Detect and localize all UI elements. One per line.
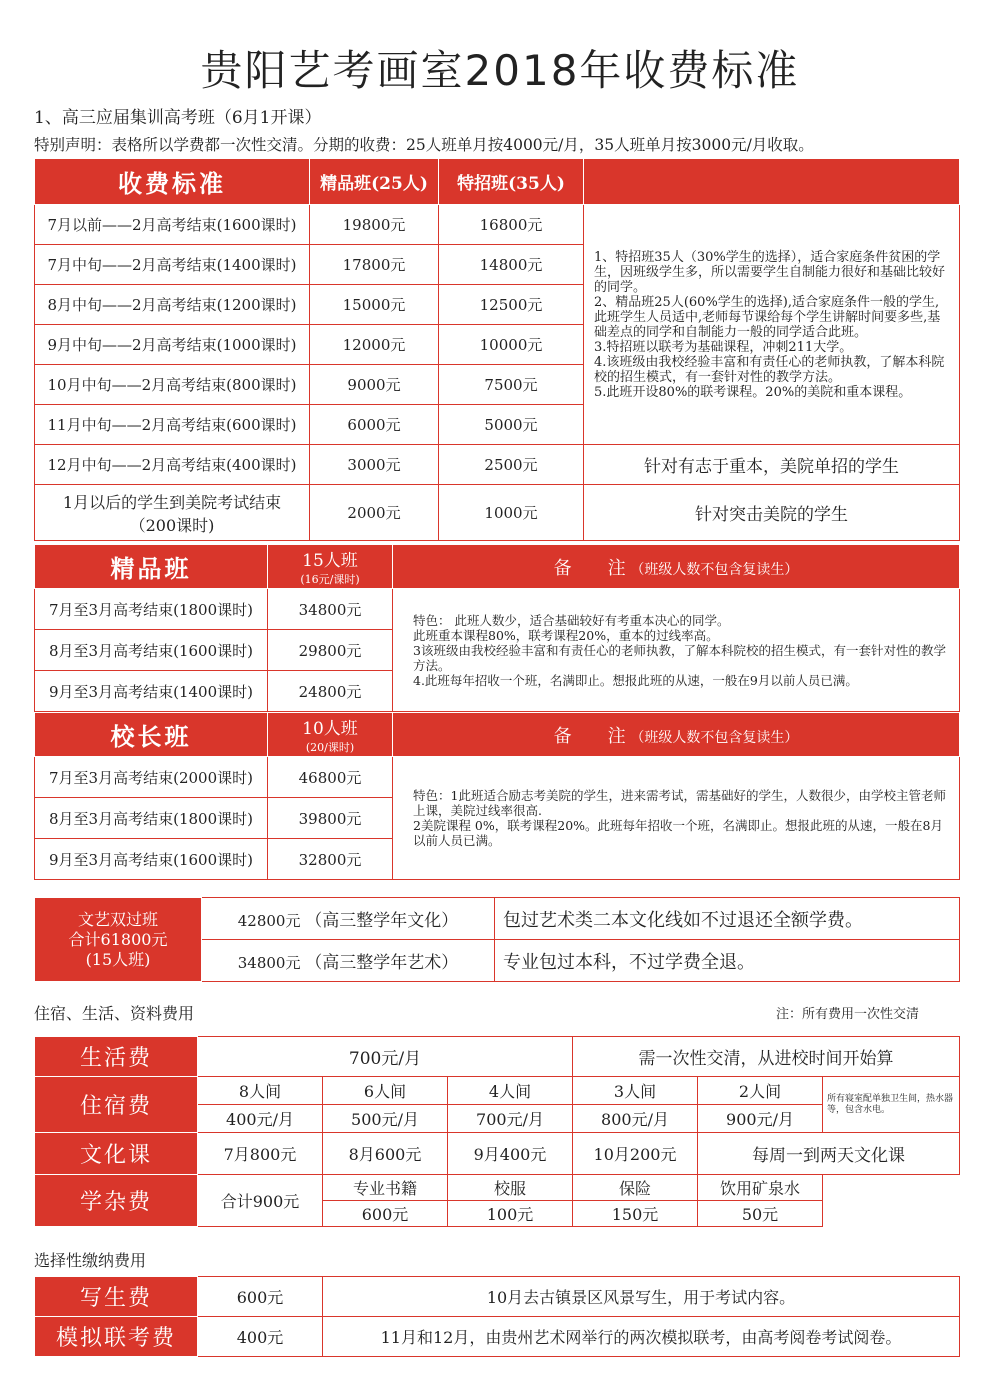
note-key-uni: 针对有志于重本，美院单招的学生 bbox=[584, 445, 960, 485]
dual-class-name: 文艺双过班 bbox=[77, 909, 158, 929]
remarks-label: 备 注 bbox=[553, 557, 626, 579]
row-period: 11月中旬——2月高考结束(600课时) bbox=[35, 405, 310, 445]
culture-price: 10月200元 bbox=[573, 1133, 698, 1175]
header-premium-class: 精品班 bbox=[35, 545, 268, 589]
row-price: 46800元 bbox=[268, 757, 393, 798]
section-title-2: 住宿、生活、资料费用 bbox=[34, 1004, 195, 1023]
mock-exam-price: 400元 bbox=[198, 1317, 323, 1357]
premium-note: 特色： 此班人数少，适合基础较好有考重本决心的同学。 此班重本课程80%，联考课程20%，重本的过线率高。 3该班级由我校经验丰富和有责任心的老师执教，了解本科院校的招生模式，有一套针对性的教学方法。 4.此班每年招收一个班，名满即止。想报此班的从速，一般在9月以前人员已满。 bbox=[393, 589, 960, 712]
row-special-price: 14800元 bbox=[439, 245, 584, 285]
row-special-price: 10000元 bbox=[439, 325, 584, 365]
row-price: 24800元 bbox=[268, 671, 393, 712]
row-special-price: 1000元 bbox=[439, 485, 584, 541]
misc-item: 饮用矿泉水 bbox=[698, 1175, 823, 1201]
room-type: 8人间 bbox=[198, 1077, 323, 1105]
special-notice: 特别声明：表格所以学费都一次性交清。分期的收费：25人班单月按4000元/月，35人班单月按3000元/月收取。 bbox=[34, 136, 814, 154]
header-size bbox=[268, 713, 393, 757]
sketch-price: 600元 bbox=[198, 1277, 323, 1317]
section-title-1: 1、高三应届集训高考班（6月1开课） bbox=[34, 108, 322, 128]
row-price: 29800元 bbox=[268, 630, 393, 671]
misc-price: 600元 bbox=[323, 1201, 448, 1227]
remarks-note: （班级人数不包含复读生） bbox=[630, 561, 799, 578]
culture-price: 9月400元 bbox=[448, 1133, 573, 1175]
row-premium-price: 17800元 bbox=[310, 245, 439, 285]
fee-table-principal bbox=[34, 712, 960, 880]
row-period: 8月至3月高考结束(1600课时) bbox=[35, 630, 268, 671]
main-note: 1、特招班35人（30%学生的选择），适合家庭条件贫困的学生，因班级学生多，所以需要学生自制能力很好和基础比较好的同学。 2、精品班25人(60%学生的选择),适合家庭条件一般的学生,此班学生人员适中,老师每节课给每个学生讲解时间要多些,基础差点的同学和自制能力一般的同学适合此班。 3.特招班以联考为基础课程，冲刺211大学。 4.该班级由我校经验丰富和有责任心的老师执教，了解本科院校的招生模式，有一套针对性的教学方法。 5.此班开设80%的联考课程。20%的美院和重本课程。 bbox=[584, 205, 960, 445]
room-type: 3人间 bbox=[573, 1077, 698, 1105]
row-premium-price: 6000元 bbox=[310, 405, 439, 445]
mock-exam-note: 11月和12月，由贵州艺术网举行的两次模拟联考，由高考阅卷考试阅卷。 bbox=[323, 1317, 960, 1357]
dual-guarantee: 专业包过本科，不过学费全退。 bbox=[495, 940, 960, 982]
class-size-label: 10人班 bbox=[302, 719, 358, 739]
header-remarks bbox=[393, 545, 960, 589]
row-premium-price: 15000元 bbox=[310, 285, 439, 325]
misc-total: 合计900元 bbox=[198, 1175, 323, 1227]
row-special-price: 2500元 bbox=[439, 445, 584, 485]
label-living: 生活费 bbox=[35, 1037, 198, 1077]
misc-blank bbox=[823, 1175, 960, 1227]
label-mock-exam: 模拟联考费 bbox=[35, 1317, 198, 1357]
label-sketch: 写生费 bbox=[35, 1277, 198, 1317]
fee-table-premium bbox=[34, 544, 960, 712]
label-misc: 学杂费 bbox=[35, 1175, 198, 1227]
header-principal-class: 校长班 bbox=[35, 713, 268, 757]
dual-row-culture bbox=[202, 898, 495, 940]
page-title: 贵阳艺考画室2018年收费标准 bbox=[200, 46, 800, 95]
row-period: 7月中旬——2月高考结束(1400课时) bbox=[35, 245, 310, 285]
fee-table-dual bbox=[34, 897, 960, 982]
header-fee-standard: 收费标准 bbox=[35, 159, 310, 205]
remarks-note: （班级人数不包含复读生） bbox=[630, 729, 799, 746]
dual-desc: （高三整学年文化） bbox=[305, 911, 459, 931]
row-period: 12月中旬——2月高考结束(400课时) bbox=[35, 445, 310, 485]
dual-price: 34800元 bbox=[237, 954, 301, 972]
section-title-3: 选择性缴纳费用 bbox=[34, 1251, 147, 1270]
misc-price: 50元 bbox=[698, 1201, 823, 1227]
class-rate-label: (16元/课时) bbox=[300, 573, 360, 586]
room-price: 700元/月 bbox=[448, 1105, 573, 1133]
dual-class-total: 合计61800元 bbox=[68, 929, 168, 949]
note-art-academy: 针对突击美院的学生 bbox=[584, 485, 960, 541]
row-period: 8月中旬——2月高考结束(1200课时) bbox=[35, 285, 310, 325]
row-period: 9月至3月高考结束(1600课时) bbox=[35, 839, 268, 880]
row-price: 34800元 bbox=[268, 589, 393, 630]
row-premium-price: 3000元 bbox=[310, 445, 439, 485]
dual-row-art bbox=[202, 940, 495, 982]
sketch-note: 10月去古镇景区风景写生，用于考试内容。 bbox=[323, 1277, 960, 1317]
row-premium-price: 19800元 bbox=[310, 205, 439, 245]
row-price: 39800元 bbox=[268, 798, 393, 839]
row-special-price: 7500元 bbox=[439, 365, 584, 405]
living-price: 700元/月 bbox=[198, 1037, 573, 1077]
row-premium-price: 9000元 bbox=[310, 365, 439, 405]
row-premium-price: 12000元 bbox=[310, 325, 439, 365]
label-culture: 文化课 bbox=[35, 1133, 198, 1175]
culture-note: 每周一到两天文化课 bbox=[698, 1133, 960, 1175]
dual-guarantee: 包过艺术类二本文化线如不过退还全额学费。 bbox=[495, 898, 960, 940]
misc-item: 校服 bbox=[448, 1175, 573, 1201]
header-size bbox=[268, 545, 393, 589]
header-premium: 精品班(25人) bbox=[310, 159, 439, 205]
fee-table-living bbox=[34, 1036, 960, 1227]
misc-item: 专业书籍 bbox=[323, 1175, 448, 1201]
row-period: 7月至3月高考结束(1800课时) bbox=[35, 589, 268, 630]
fee-table-main bbox=[34, 158, 960, 541]
row-special-price: 16800元 bbox=[439, 205, 584, 245]
row-period: 9月中旬——2月高考结束(1000课时) bbox=[35, 325, 310, 365]
culture-price: 8月600元 bbox=[323, 1133, 448, 1175]
section-note-2: 注：所有费用一次性交清 bbox=[776, 1007, 920, 1022]
culture-price: 7月800元 bbox=[198, 1133, 323, 1175]
room-price: 900元/月 bbox=[698, 1105, 823, 1133]
header-special: 特招班(35人) bbox=[439, 159, 584, 205]
row-special-price: 12500元 bbox=[439, 285, 584, 325]
row-period: 7月以前——2月高考结束(1600课时) bbox=[35, 205, 310, 245]
row-period: 7月至3月高考结束(2000课时) bbox=[35, 757, 268, 798]
row-special-price: 5000元 bbox=[439, 405, 584, 445]
class-rate-label: (20/课时) bbox=[305, 741, 355, 754]
principal-note: 特色：1此班适合励志考美院的学生，进来需考试，需基础好的学生，人数很少，由学校主管老师上课，美院过线率很高. 2美院课程 0%，联考课程20%。此班每年招收一个班，名满即止。想报此班的从速，一般在8月以前人员已满。 bbox=[393, 757, 960, 880]
dorm-note: 所有寝室配单独卫生间，热水器等，包含水电。 bbox=[823, 1077, 960, 1133]
misc-item: 保险 bbox=[573, 1175, 698, 1201]
dual-class-label bbox=[35, 898, 202, 982]
room-type: 4人间 bbox=[448, 1077, 573, 1105]
room-price: 500元/月 bbox=[323, 1105, 448, 1133]
living-note: 需一次性交清，从进校时间开始算 bbox=[573, 1037, 960, 1077]
row-period: 10月中旬——2月高考结束(800课时) bbox=[35, 365, 310, 405]
misc-price: 100元 bbox=[448, 1201, 573, 1227]
dual-class-size: (15人班) bbox=[85, 949, 151, 969]
header-blank bbox=[584, 159, 960, 205]
room-price: 400元/月 bbox=[198, 1105, 323, 1133]
misc-price: 150元 bbox=[573, 1201, 698, 1227]
row-price: 32800元 bbox=[268, 839, 393, 880]
header-remarks bbox=[393, 713, 960, 757]
remarks-label: 备 注 bbox=[553, 725, 626, 747]
row-period: 8月至3月高考结束(1800课时) bbox=[35, 798, 268, 839]
room-type: 6人间 bbox=[323, 1077, 448, 1105]
room-price: 800元/月 bbox=[573, 1105, 698, 1133]
fee-table-optional bbox=[34, 1276, 960, 1357]
row-period: 9月至3月高考结束(1400课时) bbox=[35, 671, 268, 712]
dual-desc: （高三整学年艺术） bbox=[305, 953, 459, 973]
dual-price: 42800元 bbox=[237, 912, 301, 930]
label-dorm: 住宿费 bbox=[35, 1077, 198, 1133]
room-type: 2人间 bbox=[698, 1077, 823, 1105]
row-premium-price: 2000元 bbox=[310, 485, 439, 541]
class-size-label: 15人班 bbox=[302, 551, 358, 571]
row-period: 1月以后的学生到美院考试结束 （200课时) bbox=[35, 485, 310, 541]
